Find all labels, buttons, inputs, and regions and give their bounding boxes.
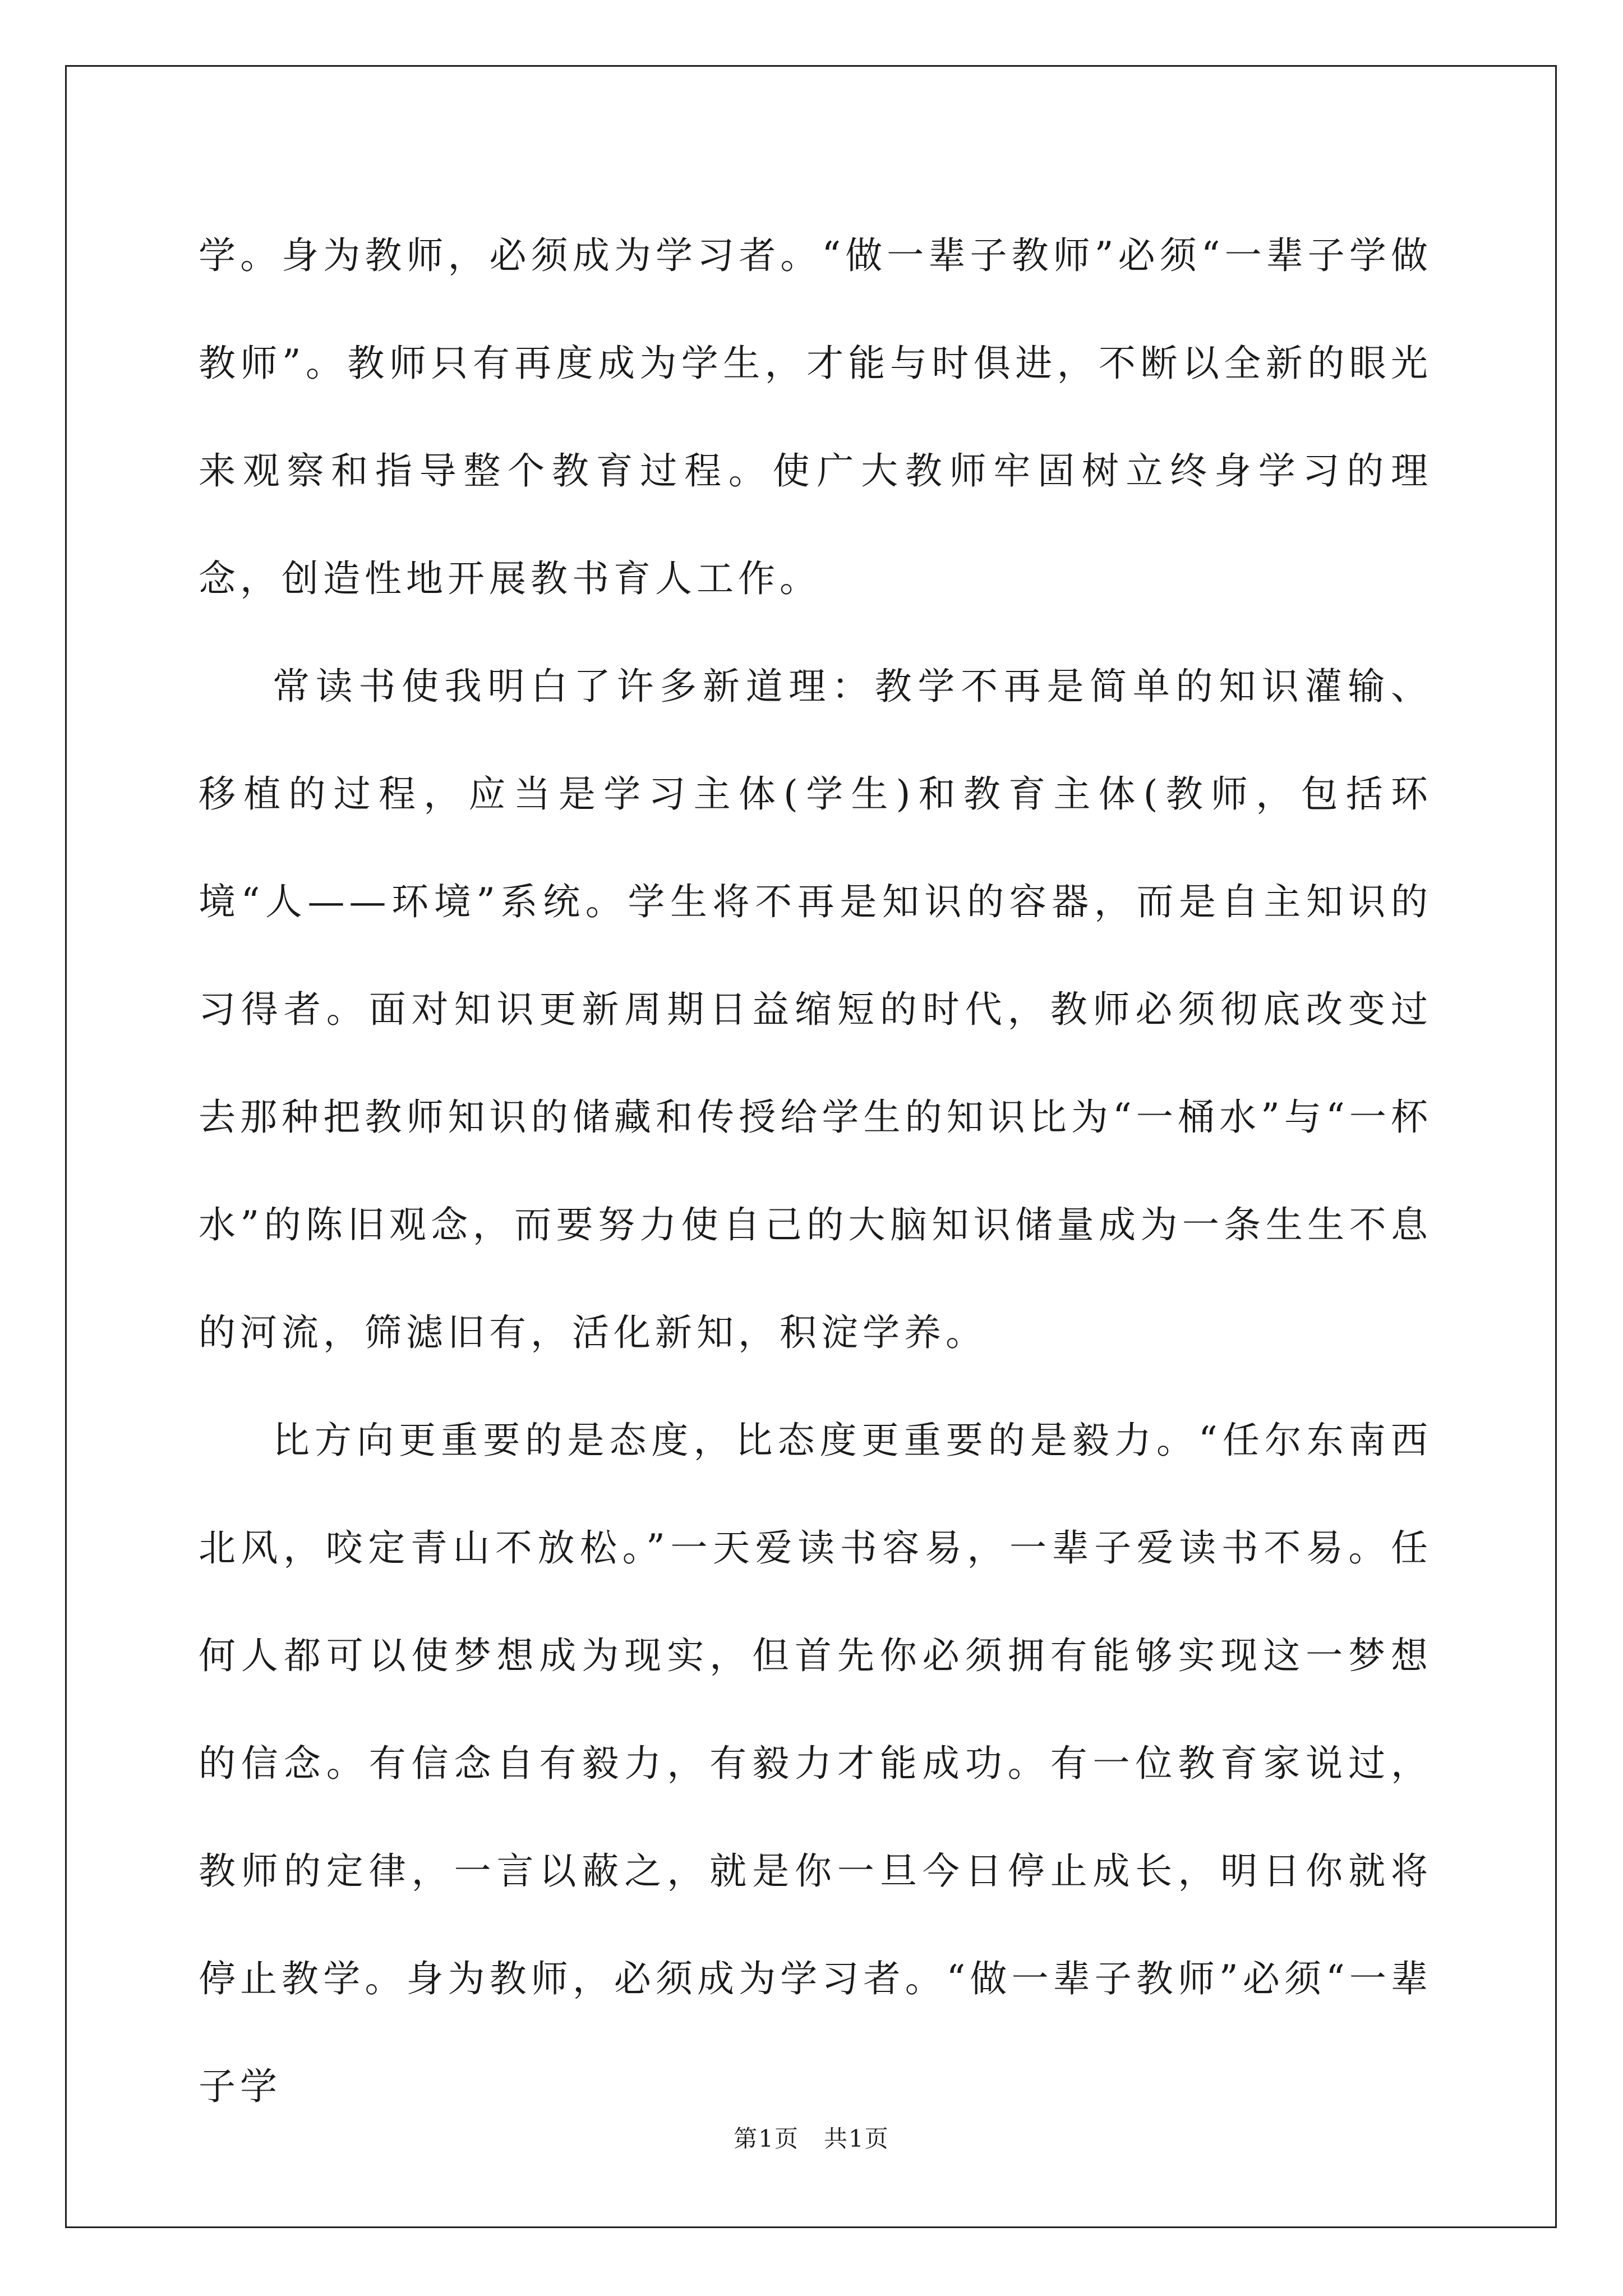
paragraph-3: 比方向更重要的是态度，比态度更重要的是毅力。“任尔东南西北风，咬定青山不放松。”一天爱读书容易，一辈子爱读书不易。任何人都可以使梦想成为现实，但首先你必须拥有能够实现这一梦想的信念。有信念自有毅力，有毅力才能成功。有一位教育家说过，教师的定律，一言以蔽之，就是你一旦今日停止成长，明日你就将停止教学。身为教师，必须成为学习者。“做一辈子教师”必须“一辈子学 [199, 1419, 1432, 2108]
document-body [199, 202, 1432, 2141]
paragraph-2: 常读书使我明白了许多新道理：教学不再是简单的知识灌输、移植的过程，应当是学习主体(学生)和教育主体(教师，包括环境“人——环境”系统。学生将不再是知识的容器，而是自主知识的习得者。面对知识更新周期日益缩短的时代，教师必须彻底改变过去那种把教师知识的储藏和传授给学生的知识比为“一桶水”与“一杯水”的陈旧观念，而要努力使自己的大脑知识储量成为一条生生不息的河流，筛滤旧有，活化新知，积淀学养。 [199, 665, 1432, 1354]
page-footer: 第1页 共1页 [734, 2125, 889, 2152]
paragraph-1: 学。身为教师，必须成为学习者。“做一辈子教师”必须“一辈子学做教师”。教师只有再度成为学生，才能与时俱进，不断以全新的眼光来观察和指导整个教育过程。使广大教师牢固树立终身学习的理念，创造性地开展教书育人工作。 [199, 234, 1432, 600]
